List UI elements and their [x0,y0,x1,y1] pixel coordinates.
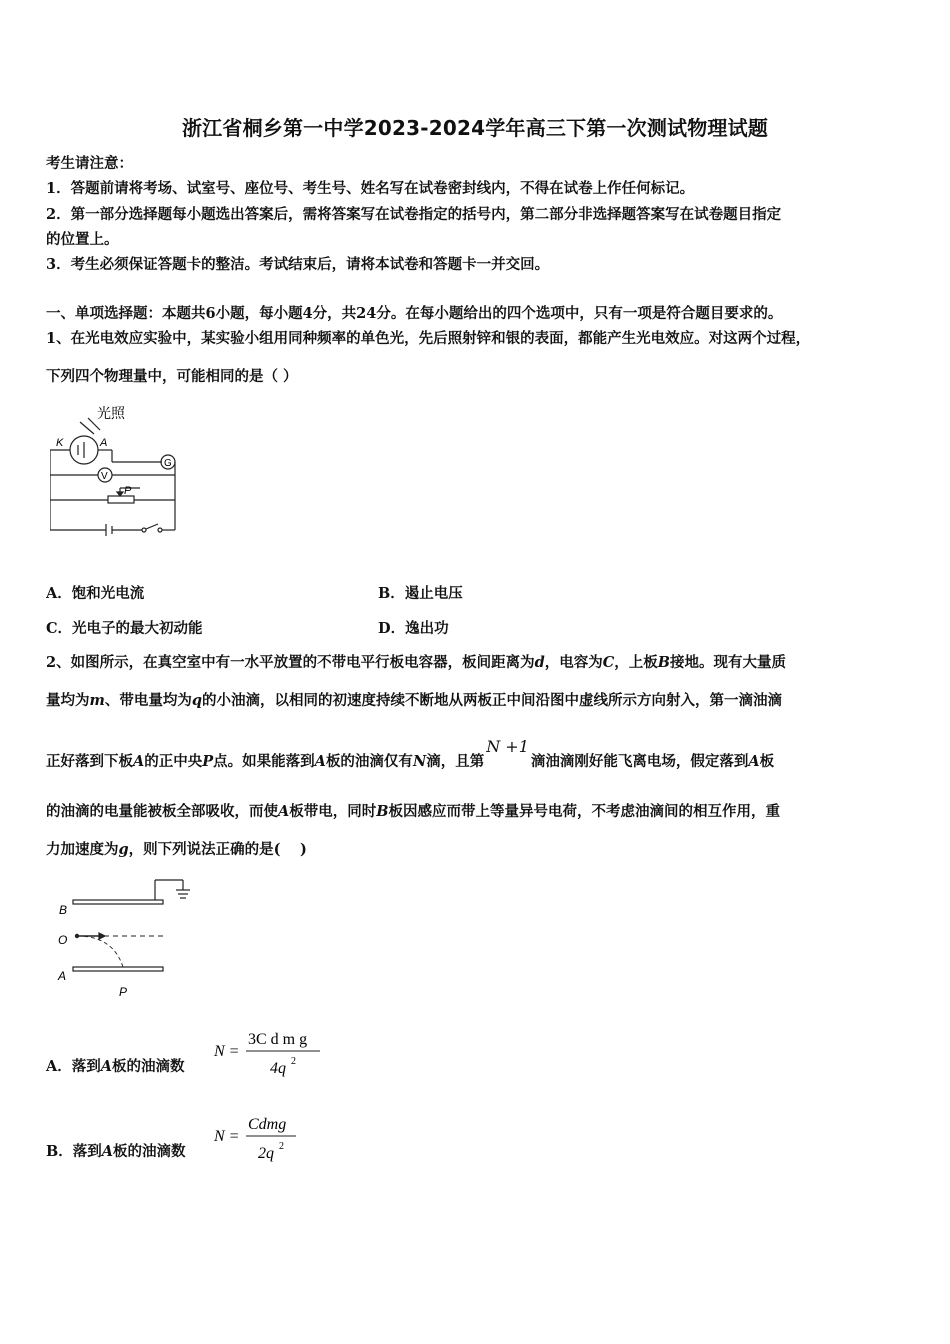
var-c: C [602,654,615,671]
notice-heading: 考生请注意： [46,155,133,172]
q2-stem-line-3 [46,737,775,771]
var-a: A [101,1143,114,1160]
capacitor-figure [55,874,205,1002]
formula-a [212,1026,332,1082]
q2-option-b [46,1140,186,1161]
q2-stem-line-5 [46,838,307,859]
text-run: 的小油滴，以相同的初速度持续不断地从两板正中间沿图中虚线所示方向射入，第一滴油滴 [201,692,782,709]
q1-stem-line-2: 下列四个物理量中，可能相同的是（ ） [46,368,298,385]
text-run: 的正中央 [144,753,203,770]
var-p: P [202,753,214,770]
page-title: 浙江省桐乡第一中学2023-2024学年高三下第一次测试物理试题 [181,116,769,140]
notice-item-3: 3．考生必须保证答题卡的整洁。考试结束后，请将本试卷和答题卡一并交回。 [46,256,550,273]
notice-item-2-cont: 的位置上。 [46,231,119,248]
section-heading: 一、单项选择题：本题共6小题，每小题4分，共24分。在每小题给出的四个选项中，只有一项是符合题目要求的。 [46,305,783,322]
cathode-label: K [56,437,64,449]
plate-a-label: A [58,969,67,983]
formula-a-exponent: 2 [291,1056,296,1067]
var-d: d [534,654,545,671]
text-run: 板的油滴仅有 [325,753,413,770]
q2-stem-line-4 [46,800,780,821]
var-q: q [191,692,202,709]
var-a: A [314,753,326,770]
var-g: g [118,841,129,858]
text-run: 、带电量均为 [104,692,192,709]
q2-stem-line-2 [46,689,782,710]
text-run: 板因感应而带上等量异号电荷，不考虑油滴间的相互作用，重 [388,803,781,820]
anode-label: A [100,437,108,449]
n-plus-one: N +1 [486,737,529,756]
var-a: A [278,803,290,820]
slider-label: P [124,485,132,497]
notice-item-2: 2．第一部分选择题每小题选出答案后，需将答案写在试卷指定的括号内，第二部分非选择题答案写在试卷题目指定 [46,206,782,223]
text-run: 正好落到下板 [46,753,133,770]
formula-b-lhs: N = [214,1128,240,1145]
q2-stem-line-1 [46,651,786,672]
q1-option-a: A．饱和光电流 [46,585,145,602]
point-o-label: O [58,933,68,947]
text-run: 滴，且第 [426,753,485,770]
var-b: B [376,803,389,820]
text-run: ，电容为 [544,654,603,671]
q1-option-c: C．光电子的最大初动能 [46,620,203,637]
var-a: A [133,753,145,770]
text-run: 点。如果能落到 [213,753,315,770]
notice-item-1: 1．答题前请将考场、试室号、座位号、考生号、姓名写在试卷密封线内，不得在试卷上作任何标记。 [46,180,695,197]
plate-b-label: B [59,903,68,917]
q1-option-d: D．逸出功 [378,620,449,637]
text-run: 接地。现有大量质 [670,654,787,671]
q1-option-b: B．遏止电压 [378,585,463,602]
voltmeter-label: V [101,471,108,482]
text-run: ，上板 [614,654,658,671]
text-run: 滴油滴刚好能飞离电场，假定落到 [530,753,749,770]
formula-a-lhs: N = [214,1043,240,1060]
point-p-label: P [119,985,128,999]
text-run: ，则下列说法正确的是( ) [128,841,307,858]
formula-b-exponent: 2 [279,1141,284,1152]
var-a: A [748,753,760,770]
text-run: 板的油滴数 [113,1143,186,1160]
text-run: A．落到 [46,1058,101,1075]
galvanometer-label: G [164,458,172,469]
formula-a-denominator: 4q [270,1060,286,1077]
formula-b-denominator: 2q [258,1145,274,1162]
var-n: N [412,753,427,770]
photoelectric-circuit-figure [50,400,190,540]
light-label: 光照 [97,405,125,421]
q2-option-a [46,1055,185,1076]
text-run: 2、如图所示，在真空室中有一水平放置的不带电平行板电容器，板间距离为 [46,654,535,671]
var-m: m [89,692,105,709]
formula-b [212,1111,312,1167]
text-run: B．落到 [46,1143,102,1160]
text-run: 力加速度为 [46,841,119,858]
formula-b-numerator: Cdmg [248,1116,287,1133]
q1-stem-line-1: 1、在光电效应实验中，某实验小组用同种频率的单色光，先后照射锌和银的表面，都能产生光电效应。对这两个过程， [46,330,811,347]
var-b: B [657,654,671,671]
var-a: A [100,1058,113,1075]
formula-a-numerator: 3C d m g [248,1031,308,1048]
text-run: 的油滴的电量能被板全部吸收，而使 [46,803,278,820]
text-run: 板 [759,753,775,770]
text-run: 板的油滴数 [112,1058,185,1075]
text-run: 板带电，同时 [289,803,377,820]
text-run: 量均为 [46,692,90,709]
